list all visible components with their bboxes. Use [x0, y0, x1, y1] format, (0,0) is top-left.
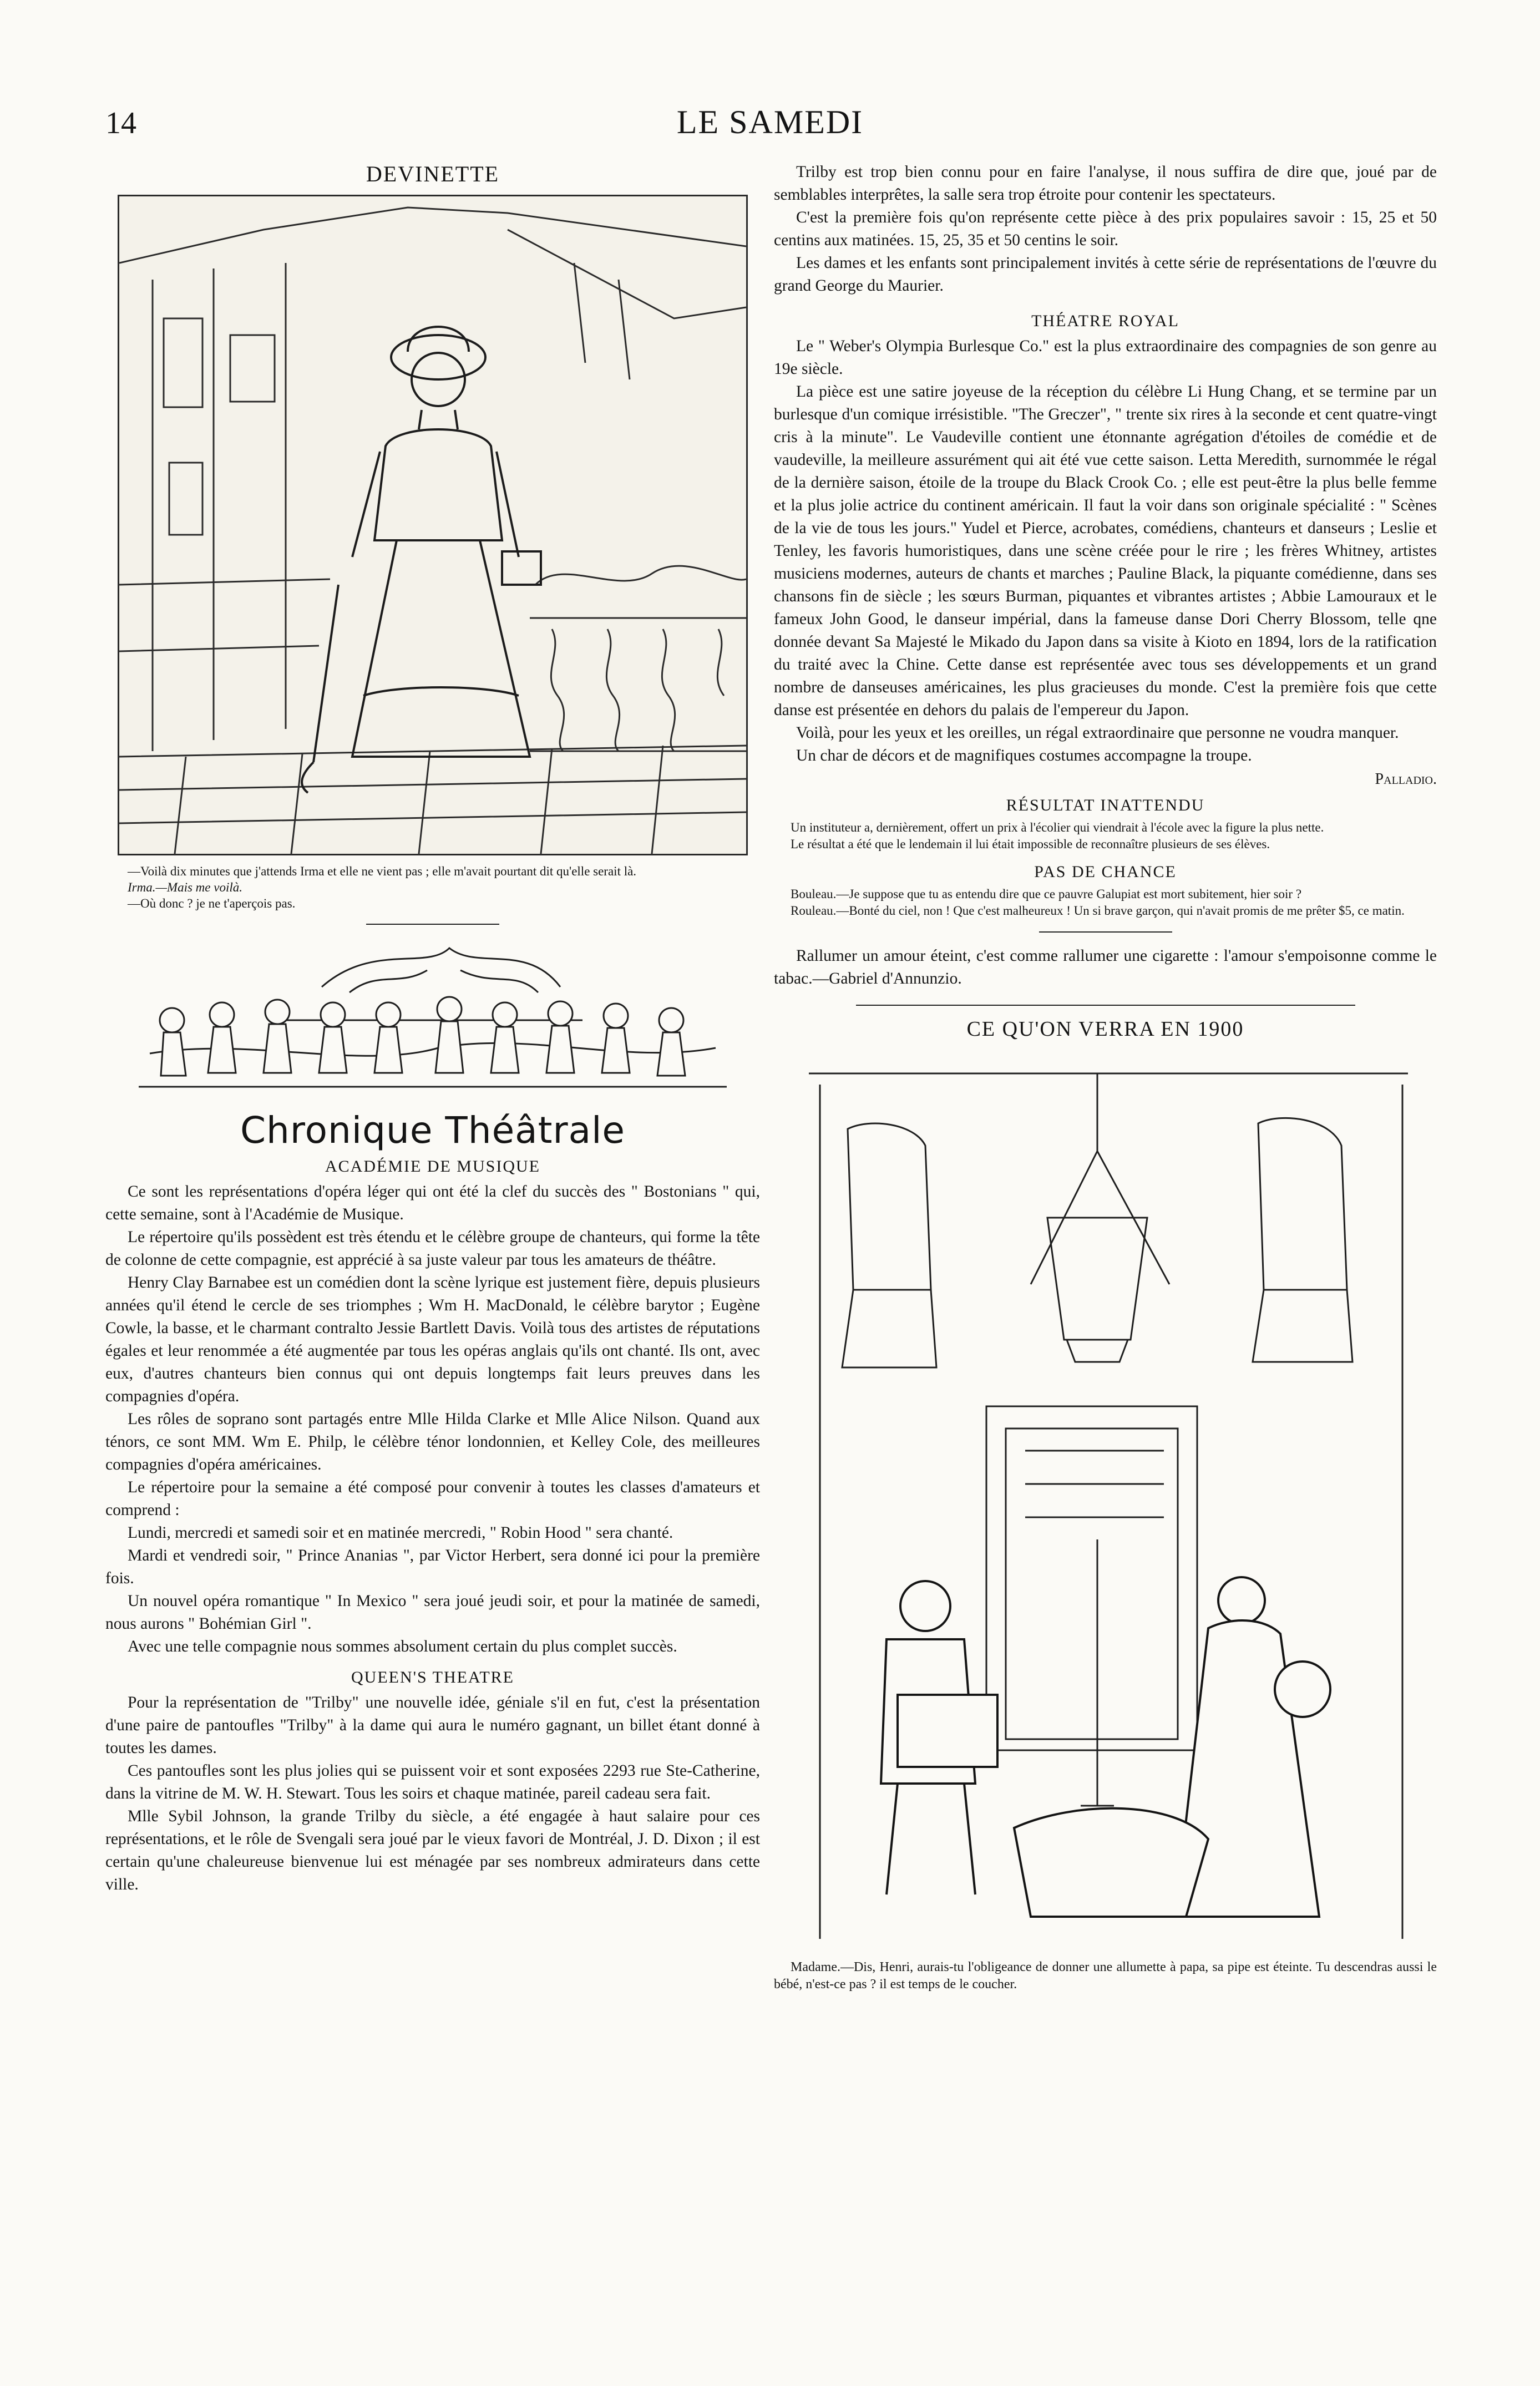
signature: Palladio.: [1375, 771, 1437, 788]
devinette-title: DEVINETTE: [366, 161, 500, 186]
page-number: 14: [105, 106, 136, 140]
chronique-paragraph: Le répertoire qu'ils possèdent est très étendu et le célèbre groupe de chanteurs, qui forme la tête de colonne de cette compagnie, est apprécié à sa juste valeur par tous les amateurs de théâtre.: [105, 1228, 760, 1269]
queens-paragraph: Ces pantoufles sont les plus jolies qui se puissent voir et sont exposées 2293 rue Ste-Catherine, dans la vitrine de M. W. H. Stewart. Tous les soirs et chaque matinée, pareil cadeau sera fait.: [105, 1762, 760, 1802]
theatre-royal-paragraph: Un char de décors et de magnifiques costumes accompagne la troupe.: [796, 747, 1252, 764]
future-household-drawing: [787, 1051, 1425, 1950]
children-vignette: [139, 937, 727, 1098]
queens-paragraph: Pour la représentation de "Trilby" une nouvelle idée, géniale s'il en fut, c'est la présentation d'une paire de pantoufles "Trilby" à la dame qui aura le numéro gagnant, un billet étant donné à toutes les dames.: [105, 1694, 760, 1757]
queens-paragraph: Mlle Sybil Johnson, la grande Trilby du siècle, a été engagée à haut salaire pour ces représentations, et le rôle de Svengali sera joué par le vieux favori de Montréal, J. D. Dixon ; il est certain qu'une chaleureuse bienvenue lui est ménagée par ses nombreux admirateurs dans cette ville.: [105, 1807, 760, 1893]
annunzio-quote: Rallumer un amour éteint, c'est comme rallumer une cigarette : l'amour s'empoisonne comme le tabac.—Gabriel d'Annunzio.: [774, 947, 1437, 987]
verra-illustration: [787, 1051, 1425, 1950]
devinette-caption-line: —Voilà dix minutes que j'attends Irma et elle ne vient pas ; elle m'avait pourtant dit qu'elle serait là.: [128, 864, 637, 878]
devinette-drawing: [119, 196, 746, 854]
divider: [856, 1005, 1355, 1006]
dialogue-line: Bouleau.—Je suppose que tu as entendu dire que ce pauvre Galupiat est mort subitement, hier soir ?: [791, 887, 1302, 901]
resultat-paragraph: Un instituteur a, dernièrement, offert un prix à l'écolier qui viendrait à l'école avec la figure la plus nette.: [791, 820, 1324, 834]
academie-title: ACADÉMIE DE MUSIQUE: [325, 1157, 540, 1176]
chronique-paragraph: Le répertoire pour la semaine a été composé pour convenir à toutes les classes d'amateurs et comprend :: [105, 1478, 760, 1519]
chronique-paragraph: Henry Clay Barnabee est un comédien dont la scène lyrique est justement fière, depuis plusieurs années qu'il étend le cercle de ses triomphes ; Wm H. MacDonald, le célèbre barytor ; Eugène Cowle, la basse, et le charmant contralto Jessie Bartlett Davis. Voilà tous des artistes de réputations égales et leur renommée a été augmentée par tous les opéras anglais qu'ils ont chanté. Ils ont, avec eux, d'autres chanteurs bien connus qui ont depuis longtemps fait leurs preuves dans les compagnies d'opéra.: [105, 1274, 760, 1405]
devinette-caption-line: —Où donc ? je ne t'aperçois pas.: [128, 896, 296, 910]
chronique-paragraph: Lundi, mercredi et samedi soir et en matinée mercredi, " Robin Hood " sera chanté.: [128, 1524, 673, 1542]
intro-paragraph: Trilby est trop bien connu pour en faire l'analyse, il nous suffira de dire que, joué par de semblables interprêtes, la salle sera trop étroite pour contenir les spectateurs.: [774, 163, 1437, 204]
chronique-paragraph: Ce sont les représentations d'opéra léger qui ont été la clef du succès des " Bostonians " qui, cette semaine, sont à l'Académie de Musique.: [105, 1183, 760, 1223]
resultat-body: [774, 819, 1437, 853]
chronique-headline: Chronique Théâtrale: [240, 1109, 626, 1152]
queens-theatre-title: QUEEN'S THEATRE: [351, 1668, 514, 1686]
theatre-royal-paragraph: Voilà, pour les yeux et les oreilles, un régal extraordinaire que personne ne voudra manquer.: [796, 724, 1399, 742]
intro-paragraph: Les dames et les enfants sont principalement invités à cette série de représentations de l'œuvre du grand George du Maurier.: [774, 254, 1437, 295]
dialogue-line: Rouleau.—Bonté du ciel, non ! Que c'est malheureux ! Un si brave garçon, qui n'avait promis de me prêter $5, ce matin.: [791, 904, 1405, 918]
chronique-paragraph: Les rôles de soprano sont partagés entre Mlle Hilda Clarke et Mlle Alice Nilson. Quand aux ténors, ce sont MM. Wm E. Philp, le célèbre ténor londonnien, et Kelley Cole, des meilleures compagnies d'opéra américaines.: [105, 1410, 760, 1473]
theatre-royal-paragraph: La pièce est une satire joyeuse de la réception du célèbre Li Hung Chang, et se termine par un burlesque d'un comique irrésistible. "The Greczer", " trente six rires à la seconde et cent quatre-vingt cris à la minute". Le Vaudeville contient une étonnante agrégation d'étoiles de comédie et de vaudeville, la meilleure assurément qui ait été vue cette saison. Letta Meredith, surnommée le régal de la dernière saison, étoile de la troupe du Black Crook Co. ; elle est peut-être la plus belle femme et la plus jolie actrice du continent américain. Il faut la voir dans son originale spécialité : " Scènes de la vie de tous les jours." Yudel et Pierce, acrobates, comédiens, chanteurs et danseurs ; Leslie et Tenley, les favoris humoristiques, dans une scène créée pour le rire ; les frères Whitney, artistes musiciens modernes, auteurs de chants et marches ; Pauline Black, la piquante comédienne, dans ses chansons fin de siècle ; les sœurs Burman, piquantes et vibrantes artistes ; Abbie Lamouraux et le fameux John Good, le danseur impérial, dans la fameuse danse Dori Cherry Blossom, telle qne donnée devant Sa Majesté le Mikado du Japon dans sa visite à Kioto en 1894, lors de la ratification du traité avec la Chine. Cette danse est représentée avec tous ses développements et un grand nombre de danseuses américaines, les plus gracieuses du monde. C'est la première fois que cette danse est présentée en dehors du palais de l'empereur du Japon.: [774, 383, 1437, 719]
theatre-royal-body: [774, 335, 1437, 767]
verra-caption: Madame.—Dis, Henri, aurais-tu l'obligeance de donner une allumette à papa, sa pipe est éteinte. Tu descendras aussi le bébé, n'est-ce pas ? il est temps de le coucher.: [774, 1960, 1437, 1992]
left-column: [105, 161, 760, 1896]
queens-body: [105, 1691, 760, 1896]
masthead: LE SAMEDI: [676, 104, 864, 140]
pas-de-chance-body: [774, 886, 1437, 919]
chronique-paragraph: Un nouvel opéra romantique " In Mexico " sera joué jeudi soir, et pour la matinée de samedi, nous aurons " Bohémian Girl ".: [105, 1592, 760, 1633]
divider: [366, 924, 499, 925]
children-dancing-drawing: [139, 937, 727, 1098]
resultat-paragraph: Le résultat a été que le lendemain il lui était impossible de reconnaître plusieurs de ses élèves.: [791, 837, 1270, 851]
devinette-caption: [105, 863, 760, 911]
chronique-body: [105, 1181, 760, 1658]
trilby-intro: [774, 161, 1437, 297]
chronique-paragraph: Mardi et vendredi soir, " Prince Ananias ", par Victor Herbert, sera donné ici pour la première fois.: [105, 1547, 760, 1587]
pas-de-chance-title: PAS DE CHANCE: [1034, 863, 1177, 881]
theatre-royal-paragraph: Le " Weber's Olympia Burlesque Co." est la plus extraordinaire des compagnies de son genre au 19e siècle.: [774, 337, 1437, 378]
right-column: [774, 161, 1437, 1993]
intro-paragraph: C'est la première fois qu'on représente cette pièce à des prix populaires savoir : 15, 25 et 50 centins aux matinées. 15, 25, 35 et 50 centins le soir.: [774, 209, 1437, 249]
verra-title: CE QU'ON VERRA EN 1900: [966, 1017, 1244, 1041]
devinette-illustration: [118, 195, 748, 855]
resultat-title: RÉSULTAT INATTENDU: [1006, 796, 1205, 814]
devinette-caption-line: Irma.—Mais me voilà.: [128, 880, 242, 894]
chronique-paragraph: Avec une telle compagnie nous sommes absolument certain du plus complet succès.: [128, 1638, 677, 1655]
divider: [1039, 931, 1172, 933]
theatre-royal-title: THÉATRE ROYAL: [1031, 312, 1179, 330]
